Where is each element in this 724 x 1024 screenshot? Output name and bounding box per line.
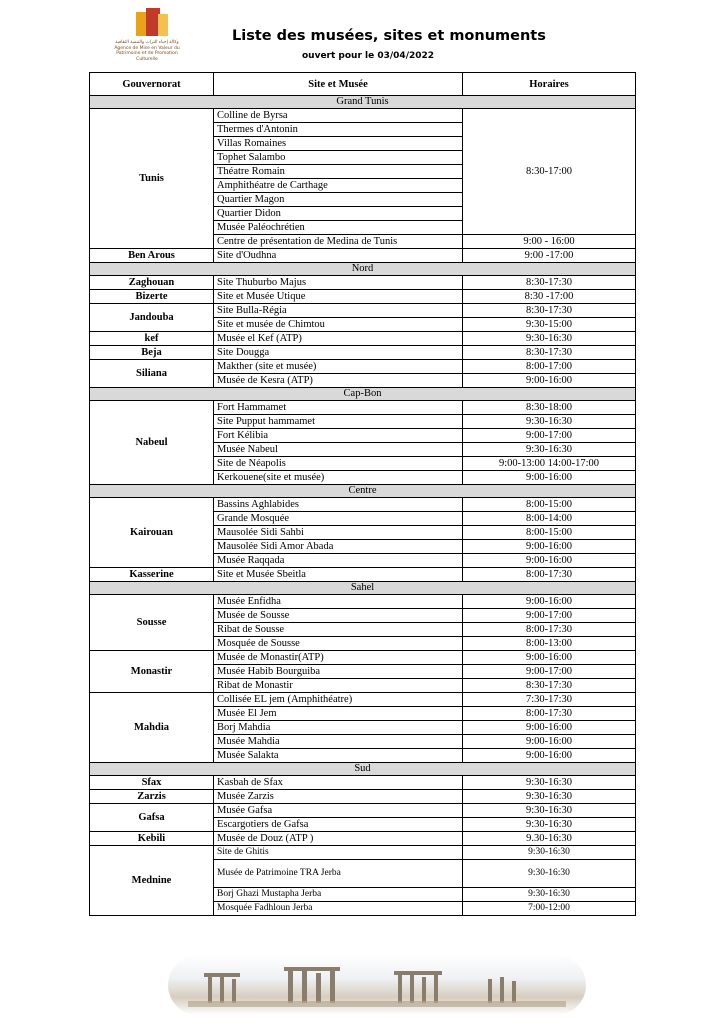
site-cell: Kasbah de Sfax — [214, 776, 463, 790]
gov-cell: Bizerte — [90, 290, 214, 304]
gov-cell: Siliana — [90, 360, 214, 388]
site-cell: Musée Gafsa — [214, 804, 463, 818]
page-subtitle: ouvert pour le 03/04/2022 — [302, 51, 435, 61]
site-cell: Tophet Salambo — [214, 151, 463, 165]
region-row — [90, 96, 636, 109]
hours-cell: 9:00 -17:00 — [463, 249, 636, 263]
hours-cell: 9:30-16:30 — [463, 860, 636, 888]
gov-cell: Gafsa — [90, 804, 214, 832]
hours-cell: 9:30-16:30 — [463, 443, 636, 457]
site-cell: Musée Habib Bourguiba — [214, 665, 463, 679]
gov-cell: Sousse — [90, 595, 214, 651]
table-row — [90, 693, 636, 707]
hours-cell: 8:00-13:00 — [463, 637, 636, 651]
site-cell: Site et musée de Chimtou — [214, 318, 463, 332]
gov-cell: Zaghouan — [90, 276, 214, 290]
gov-cell: kef — [90, 332, 214, 346]
table-row — [90, 360, 636, 374]
region-row — [90, 388, 636, 401]
hours-cell: 9:30-16:30 — [463, 415, 636, 429]
hours-cell: 9:00-16:00 — [463, 471, 636, 485]
region-row — [90, 582, 636, 595]
gov-cell: Tunis — [90, 109, 214, 249]
hours-cell: 8:00-17:00 — [463, 360, 636, 374]
table-row — [90, 346, 636, 360]
hours-cell: 9.30-16:30 — [463, 832, 636, 846]
site-cell: Musée Enfidha — [214, 595, 463, 609]
hours-cell: 9:00-17:00 — [463, 665, 636, 679]
gov-cell: Sfax — [90, 776, 214, 790]
region-row — [90, 263, 636, 276]
site-cell: Villas Romaines — [214, 137, 463, 151]
site-cell: Site de Néapolis — [214, 457, 463, 471]
site-cell: Bassins Aghlabides — [214, 498, 463, 512]
agency-logo-french: Agence de Mise en Valeur du Patrimoine et de Promotion Culturelle — [114, 45, 180, 62]
site-cell: Ribat de Monastir — [214, 679, 463, 693]
gov-cell: Monastir — [90, 651, 214, 693]
table-row — [90, 776, 636, 790]
hours-cell: 8:00-17:30 — [463, 568, 636, 582]
sites-table — [89, 72, 636, 916]
site-cell: Site Pupput hammamet — [214, 415, 463, 429]
site-cell: Mausolée Sidi Sahbi — [214, 526, 463, 540]
gov-cell: Mednine — [90, 846, 214, 916]
table-row — [90, 290, 636, 304]
hours-cell: 9:00-16:00 — [463, 540, 636, 554]
header-gouvernorat: Gouvernorat — [90, 73, 214, 96]
table-row — [90, 832, 636, 846]
table-row — [90, 595, 636, 609]
site-cell: Musée Raqqada — [214, 554, 463, 568]
site-cell: Musée Salakta — [214, 749, 463, 763]
hours-cell: 8:00-15:00 — [463, 498, 636, 512]
site-cell: Musée de Patrimoine TRA Jerba — [214, 860, 463, 888]
agency-logo-icon — [136, 8, 168, 38]
table-row — [90, 846, 636, 860]
site-cell: Musée Mahdia — [214, 735, 463, 749]
site-cell: Musée de Monastir(ATP) — [214, 651, 463, 665]
hours-cell: 8:30-17:30 — [463, 679, 636, 693]
hours-cell: 8:30-17:30 — [463, 346, 636, 360]
site-cell: Musée El Jem — [214, 707, 463, 721]
gov-cell: Zarzis — [90, 790, 214, 804]
gov-cell: Nabeul — [90, 401, 214, 485]
site-cell: Théatre Romain — [214, 165, 463, 179]
table-row — [90, 304, 636, 318]
hours-cell: 8:00-17:30 — [463, 623, 636, 637]
hours-cell: 9:00-17:00 — [463, 609, 636, 623]
site-cell: Site et Musée Sbeitla — [214, 568, 463, 582]
table-row — [90, 276, 636, 290]
site-cell: Escargotiers de Gafsa — [214, 818, 463, 832]
site-cell: Site Thuburbo Majus — [214, 276, 463, 290]
region-row — [90, 763, 636, 776]
region-label: Grand Tunis — [90, 96, 636, 109]
roman-ruins-banner — [168, 955, 586, 1015]
hours-cell: 9:00-16:00 — [463, 554, 636, 568]
table-row — [90, 568, 636, 582]
site-cell: Site d'Oudhna — [214, 249, 463, 263]
region-label: Cap-Bon — [90, 388, 636, 401]
hours-cell: 9:00-16:00 — [463, 749, 636, 763]
region-label: Nord — [90, 263, 636, 276]
hours-cell: 7:00-12:00 — [463, 902, 636, 916]
site-cell: Thermes d'Antonin — [214, 123, 463, 137]
table-row — [90, 332, 636, 346]
region-label: Centre — [90, 485, 636, 498]
hours-cell: 7:30-17:30 — [463, 693, 636, 707]
gov-cell: Ben Arous — [90, 249, 214, 263]
hours-cell: 9:00-17:00 — [463, 429, 636, 443]
hours-cell: 9:00-16:00 — [463, 651, 636, 665]
agency-logo — [112, 8, 182, 68]
region-label: Sahel — [90, 582, 636, 595]
hours-cell: 9:00-16:00 — [463, 595, 636, 609]
hours-cell: 8:00-14:00 — [463, 512, 636, 526]
table-row — [90, 790, 636, 804]
site-cell: Kerkouene(site et musée) — [214, 471, 463, 485]
hours-cell: 8:00-17:30 — [463, 707, 636, 721]
site-cell: Site de Ghitis — [214, 846, 463, 860]
site-cell: Borj Mahdia — [214, 721, 463, 735]
gov-cell: Beja — [90, 346, 214, 360]
gov-cell: Jandouba — [90, 304, 214, 332]
page-title: Liste des musées, sites et monuments — [232, 28, 546, 44]
gov-cell: Kebili — [90, 832, 214, 846]
site-cell: Makther (site et musée) — [214, 360, 463, 374]
agency-logo-text — [112, 40, 182, 62]
hours-cell: 9:00 - 16:00 — [463, 235, 636, 249]
table-row — [90, 401, 636, 415]
hours-cell: 8:30-17:30 — [463, 304, 636, 318]
site-cell: Borj Ghazi Mustapha Jerba — [214, 888, 463, 902]
site-cell: Mosquée Fadhloun Jerba — [214, 902, 463, 916]
site-cell: Fort Kélibia — [214, 429, 463, 443]
hours-cell: 9:00-16:00 — [463, 735, 636, 749]
hours-cell: 8:30-17:30 — [463, 276, 636, 290]
site-cell: Site et Musée Utique — [214, 290, 463, 304]
hours-cell: 9:30-15:00 — [463, 318, 636, 332]
hours-cell: 9:30-16:30 — [463, 776, 636, 790]
site-cell: Mosquée de Sousse — [214, 637, 463, 651]
site-cell: Musée de Kesra (ATP) — [214, 374, 463, 388]
site-cell: Centre de présentation de Medina de Tunis — [214, 235, 463, 249]
header-horaires: Horaires — [463, 73, 636, 96]
hours-cell: 9:30-16:30 — [463, 790, 636, 804]
hours-cell: 9:00-13:00 14:00-17:00 — [463, 457, 636, 471]
site-cell: Quartier Didon — [214, 207, 463, 221]
table-row — [90, 498, 636, 512]
table-row — [90, 651, 636, 665]
region-row — [90, 485, 636, 498]
site-cell: Site Dougga — [214, 346, 463, 360]
gov-cell: Kasserine — [90, 568, 214, 582]
header-site: Site et Musée — [214, 73, 463, 96]
site-cell: Musée Paléochrétien — [214, 221, 463, 235]
hours-cell: 9:30-16:30 — [463, 818, 636, 832]
agency-logo-arabic: وكالة إحياء التراث والتنمية الثقافية — [115, 40, 179, 45]
site-cell: Fort Hammamet — [214, 401, 463, 415]
site-cell: Grande Mosquée — [214, 512, 463, 526]
table-row — [90, 804, 636, 818]
site-cell: Mausolée Sidi Amor Abada — [214, 540, 463, 554]
site-cell: Site Bulla-Régia — [214, 304, 463, 318]
site-cell: Musée de Douz (ATP ) — [214, 832, 463, 846]
table-row — [90, 109, 636, 123]
site-cell: Musée el Kef (ATP) — [214, 332, 463, 346]
hours-cell: 8:30-17:00 — [463, 109, 636, 235]
site-cell: Musée Nabeul — [214, 443, 463, 457]
region-label: Sud — [90, 763, 636, 776]
site-cell: Colline de Byrsa — [214, 109, 463, 123]
site-cell: Amphithéatre de Carthage — [214, 179, 463, 193]
hours-cell: 8:30 -17:00 — [463, 290, 636, 304]
hours-cell: 9:00-16:00 — [463, 721, 636, 735]
gov-cell: Kairouan — [90, 498, 214, 568]
hours-cell: 8:00-15:00 — [463, 526, 636, 540]
hours-cell: 9:00-16:00 — [463, 374, 636, 388]
site-cell: Collisée EL jem (Amphithéatre) — [214, 693, 463, 707]
gov-cell: Mahdia — [90, 693, 214, 763]
hours-cell: 9:30-16:30 — [463, 332, 636, 346]
hours-cell: 9:30-16:30 — [463, 846, 636, 860]
site-cell: Musée de Sousse — [214, 609, 463, 623]
hours-cell: 9:30-16:30 — [463, 888, 636, 902]
hours-cell: 8:30-18:00 — [463, 401, 636, 415]
ruins-illustration-icon — [168, 955, 586, 1015]
site-cell: Musée Zarzis — [214, 790, 463, 804]
hours-cell: 9:30-16:30 — [463, 804, 636, 818]
site-cell: Ribat de Sousse — [214, 623, 463, 637]
table-row — [90, 249, 636, 263]
table-header-row — [90, 73, 636, 96]
site-cell: Quartier Magon — [214, 193, 463, 207]
